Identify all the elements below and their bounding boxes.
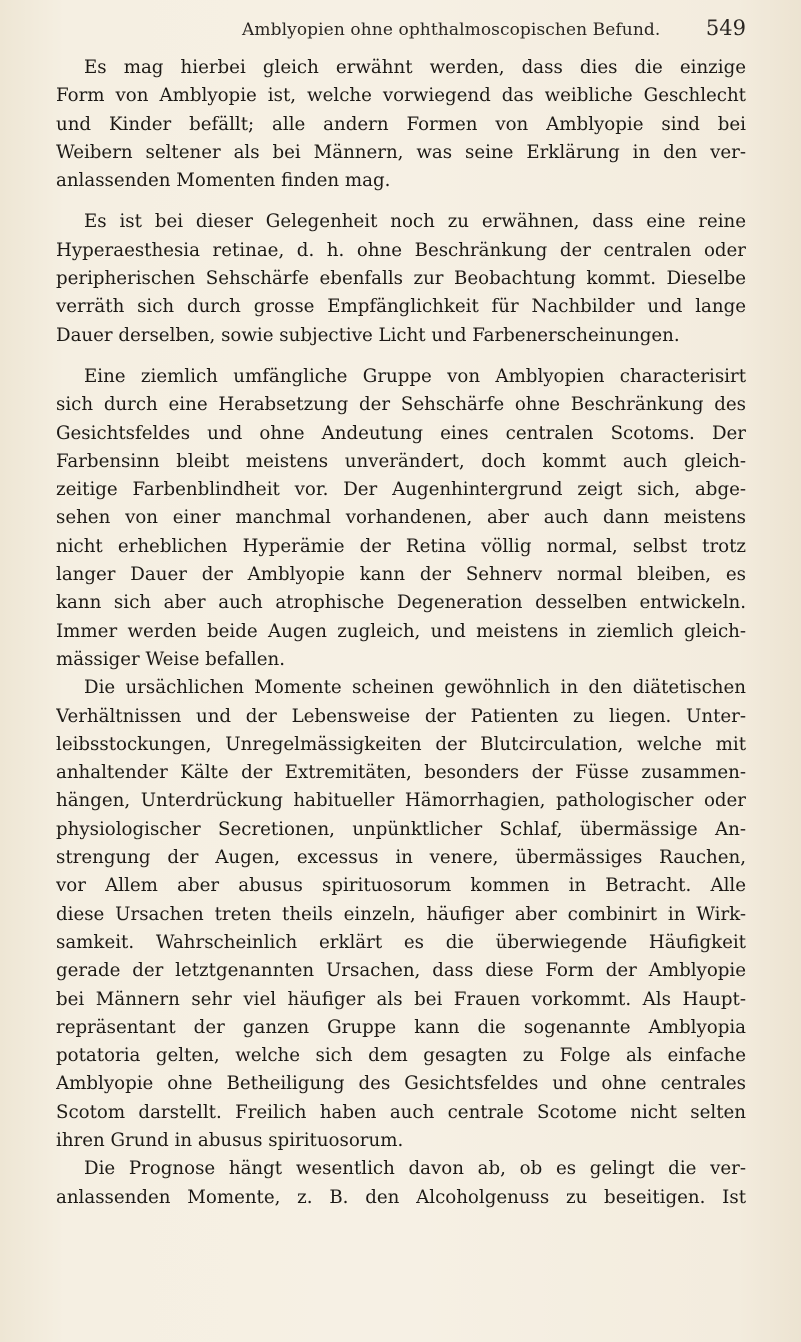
paragraph-3	[56, 363, 746, 674]
text-line: Gesichtsfeldes und ohne Andeutung eines centralen Scotoms. Der	[56, 422, 746, 444]
text-line: Immer werden beide Augen zugleich, und meistens in ziemlich gleich-	[56, 620, 746, 642]
text-line: mässiger Weise befallen.	[56, 648, 285, 670]
text-line: verräth sich durch grosse Empfänglichkeit für Nachbilder und lange	[56, 296, 746, 318]
text-line: sich durch eine Herabsetzung der Sehschärfe ohne Beschränkung des	[56, 394, 746, 416]
text-line: Verhältnissen und der Lebensweise der Patienten zu liegen. Unter-	[56, 705, 746, 727]
text-line: anhaltender Kälte der Extremitäten, besonders der Füsse zusammen-	[56, 762, 746, 784]
text-line: langer Dauer der Amblyopie kann der Sehnerv normal bleiben, es	[56, 564, 746, 586]
text-line: Amblyopie ohne Betheiligung des Gesichtsfeldes und ohne centrales	[56, 1073, 746, 1095]
text-line: Farbensinn bleibt meistens unverändert, doch kommt auch gleich-	[56, 450, 746, 472]
text-line: Die Prognose hängt wesentlich davon ab, ob es gelingt die ver-	[84, 1158, 746, 1180]
text-line: hängen, Unterdrückung habitueller Hämorrhagien, pathologischer oder	[56, 790, 746, 812]
text-line: Eine ziemlich umfängliche Gruppe von Amblyopien characterisirt	[84, 365, 746, 387]
text-line: samkeit. Wahrscheinlich erklärt es die überwiegende Häufigkeit	[56, 931, 746, 953]
running-head: Amblyopien ohne ophthalmoscopischen Befund.	[242, 20, 661, 40]
text-line: Form von Amblyopie ist, welche vorwiegend das weibliche Geschlecht	[56, 85, 746, 107]
text-line: zeitige Farbenblindheit vor. Der Augenhintergrund zeigt sich, abge-	[56, 479, 746, 501]
text-line: Weibern seltener als bei Männern, was seine Erklärung in den ver-	[56, 141, 746, 163]
text-line: Es mag hierbei gleich erwähnt werden, dass dies die einzige	[84, 57, 746, 78]
text-line: ihren Grund in abusus spirituosorum.	[56, 1129, 404, 1151]
paragraph-4	[56, 674, 746, 1155]
text-line: Es ist bei dieser Gelegenheit noch zu erwähnen, dass eine reine	[84, 211, 746, 233]
text-line: vor Allem aber abusus spirituosorum kommen in Betracht. Alle	[56, 875, 746, 897]
text-line: physiologischer Secretionen, unpünktlicher Schlaf, übermässige An-	[56, 818, 746, 840]
text-line: anlassenden Momenten finden mag.	[56, 170, 391, 192]
text-line: leibsstockungen, Unregelmässigkeiten der Blutcirculation, welche mit	[56, 733, 746, 755]
text-line: Die ursächlichen Momente scheinen gewöhnlich in den diätetischen	[84, 677, 746, 699]
text-line: bei Männern sehr viel häufiger als bei Frauen vorkommt. Als Haupt-	[56, 988, 746, 1010]
text-line: peripherischen Sehschärfe ebenfalls zur Beobachtung kommt. Dieselbe	[56, 268, 746, 290]
paragraph-5	[56, 1155, 746, 1212]
text-line: diese Ursachen treten theils einzeln, häufiger aber combinirt in Wirk-	[56, 903, 746, 925]
text-line: Hyperaesthesia retinae, d. h. ohne Beschränkung der centralen oder	[56, 239, 746, 261]
text-line: potatoria gelten, welche sich dem gesagten zu Folge als einfache	[56, 1045, 746, 1067]
text-line: repräsentant der ganzen Gruppe kann die sogenannte Amblyopia	[56, 1016, 746, 1038]
text-line: gerade der letztgenannten Ursachen, dass diese Form der Amblyopie	[56, 960, 746, 982]
text-line: anlassenden Momente, z. B. den Alcoholgenuss zu beseitigen. Ist	[56, 1186, 746, 1208]
text-line: sehen von einer manchmal vorhandenen, aber auch dann meistens	[56, 507, 746, 529]
text-line: kann sich aber auch atrophische Degeneration desselben entwickeln.	[56, 592, 746, 614]
page-header	[28, 16, 760, 46]
text-line: Dauer derselben, sowie subjective Licht und Farbenerscheinungen.	[56, 324, 680, 346]
paragraph-1	[56, 54, 746, 195]
paragraph-2	[56, 208, 746, 349]
text-line: Scotom darstellt. Freilich haben auch centrale Scotome nicht selten	[56, 1101, 746, 1123]
body-text	[56, 54, 746, 1212]
text-line: nicht erheblichen Hyperämie der Retina völlig normal, selbst trotz	[56, 535, 746, 557]
text-line: und Kinder befällt; alle andern Formen von Amblyopie sind bei	[56, 113, 746, 135]
page-number: 549	[705, 16, 746, 40]
text-line: strengung der Augen, excessus in venere, übermässiges Rauchen,	[56, 847, 746, 869]
